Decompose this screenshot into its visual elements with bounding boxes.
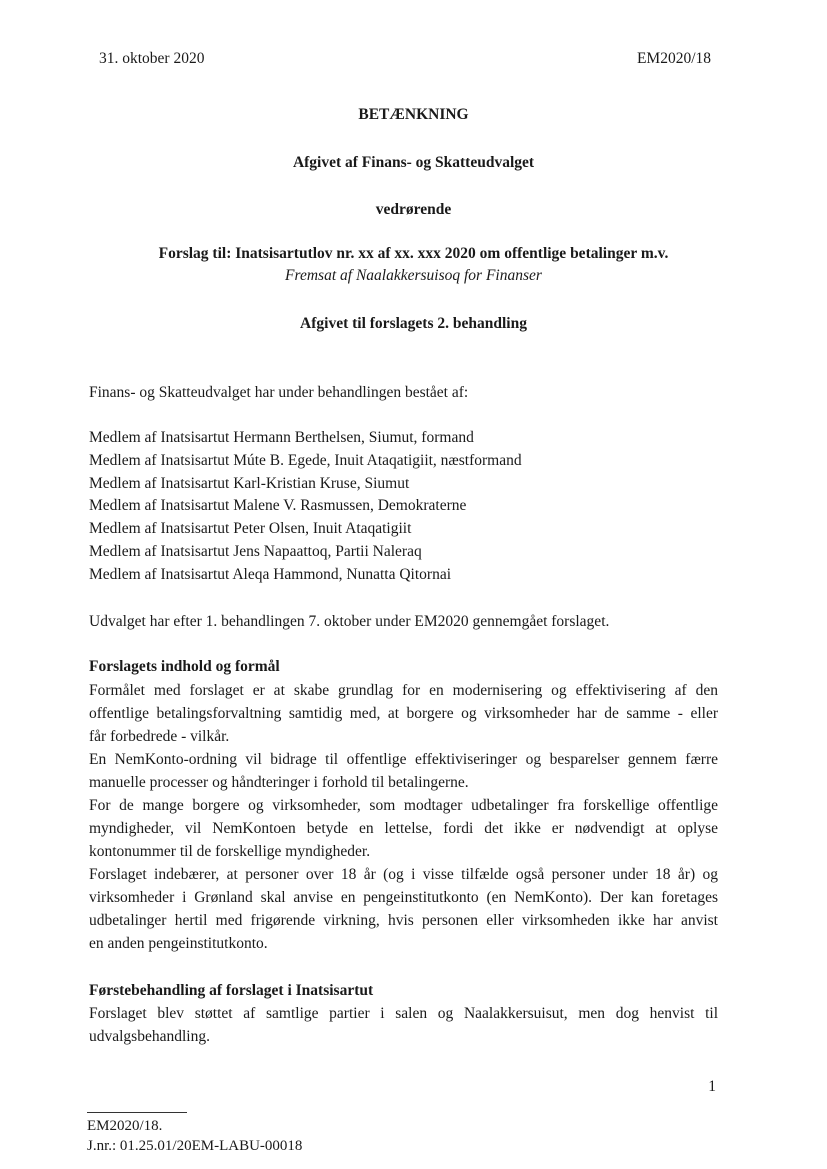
body-line: manuelle processer og håndteringer i forhold til betalingerne. <box>89 774 469 791</box>
body-line: Forslaget indebærer, at personer over 18 år (og i visse tilfælde også personer under 18 år) og <box>89 866 718 883</box>
member-item: Medlem af Inatsisartut Hermann Berthelsen, Siumut, formand <box>89 429 474 446</box>
body-line: For de mange borgere og virksomheder, som modtager udbetalinger fra forskellige offentlige <box>89 797 718 814</box>
body-line: Formålet med forslaget er at skabe grundlag for en modernisering og effektivisering af den <box>89 682 718 699</box>
member-item: Medlem af Inatsisartut Aleqa Hammond, Nunatta Qitornai <box>89 565 452 583</box>
body-line: kontonummer til de forskellige myndigheder. <box>89 843 371 860</box>
reading-stage: Afgivet til forslagets 2. behandling <box>300 315 527 332</box>
footer-reference: EM2020/18. <box>87 1118 163 1134</box>
body-line: offentlige betalingsforvaltning samtidig med, at borgere og virksomheder har de samme - eller <box>89 705 718 722</box>
presented-by: Fremsat af Naalakkersuisoq for Finanser <box>285 267 542 284</box>
member-item: Medlem af Inatsisartut Karl-Kristian Kruse, Siumut <box>89 474 410 492</box>
document-date: 31. oktober 2020 <box>99 50 205 67</box>
page-number: 1 <box>708 1078 716 1095</box>
committee-intro: Finans- og Skatteudvalget har under behandlingen bestået af: <box>89 384 469 401</box>
body-line: myndigheder, vil NemKontoen betyde en lettelse, fordi det ikke er nødvendigt at oplyse <box>89 820 718 837</box>
section-body-content <box>89 679 718 955</box>
document-title: BETÆNKNING <box>358 106 469 123</box>
member-item: Medlem af Inatsisartut Múte B. Egede, Inuit Ataqatigiit, næstformand <box>89 451 522 469</box>
body-line: virksomheder i Grønland skal anvise en pengeinstitutkonto (en NemKonto). Der kan foretages <box>89 889 718 906</box>
document-reference: EM2020/18 <box>636 50 711 67</box>
body-line: udvalgsbehandling. <box>89 1028 210 1045</box>
member-item: Medlem af Inatsisartut Peter Olsen, Inuit Ataqatigiit <box>89 520 412 538</box>
member-item: Medlem af Inatsisartut Jens Napaattoq, Partii Naleraq <box>89 542 422 560</box>
committee-note: Udvalget har efter 1. behandlingen 7. oktober under EM2020 gennemgået forslaget. <box>89 613 610 630</box>
regarding: vedrørende <box>375 201 452 218</box>
footer-divider <box>87 1112 187 1113</box>
body-line: en anden pengeinstitutkonto. <box>89 935 268 952</box>
given-by: Afgivet af Finans- og Skatteudvalget <box>292 154 535 171</box>
body-line: udbetalinger hertil med frigørende virkning, hvis personen eller virksomheden ikke har anvist <box>89 912 718 929</box>
member-item: Medlem af Inatsisartut Malene V. Rasmussen, Demokraterne <box>89 497 467 515</box>
section-body-first-reading <box>89 1002 718 1048</box>
footer <box>87 1116 302 1156</box>
section-heading-content: Forslagets indhold og formål <box>89 658 280 675</box>
body-line: En NemKonto-ordning vil bidrage til offentlige effektiviseringer og besparelser gennem færre <box>89 751 718 768</box>
body-line: Forslaget blev støttet af samtlige partier i salen og Naalakkersuisut, men dog henvist til <box>89 1005 718 1022</box>
footer-journal-number: J.nr.: 01.25.01/20EM-LABU-00018 <box>87 1138 303 1154</box>
body-line: får forbedrede - vilkår. <box>89 728 230 745</box>
section-heading-first-reading: Førstebehandling af forslaget i Inatsisartut <box>89 982 374 999</box>
member-list <box>89 427 522 587</box>
proposal-title: Forslag til: Inatsisartutlov nr. xx af xx. xxx 2020 om offentlige betalinger m.v. <box>158 245 669 262</box>
